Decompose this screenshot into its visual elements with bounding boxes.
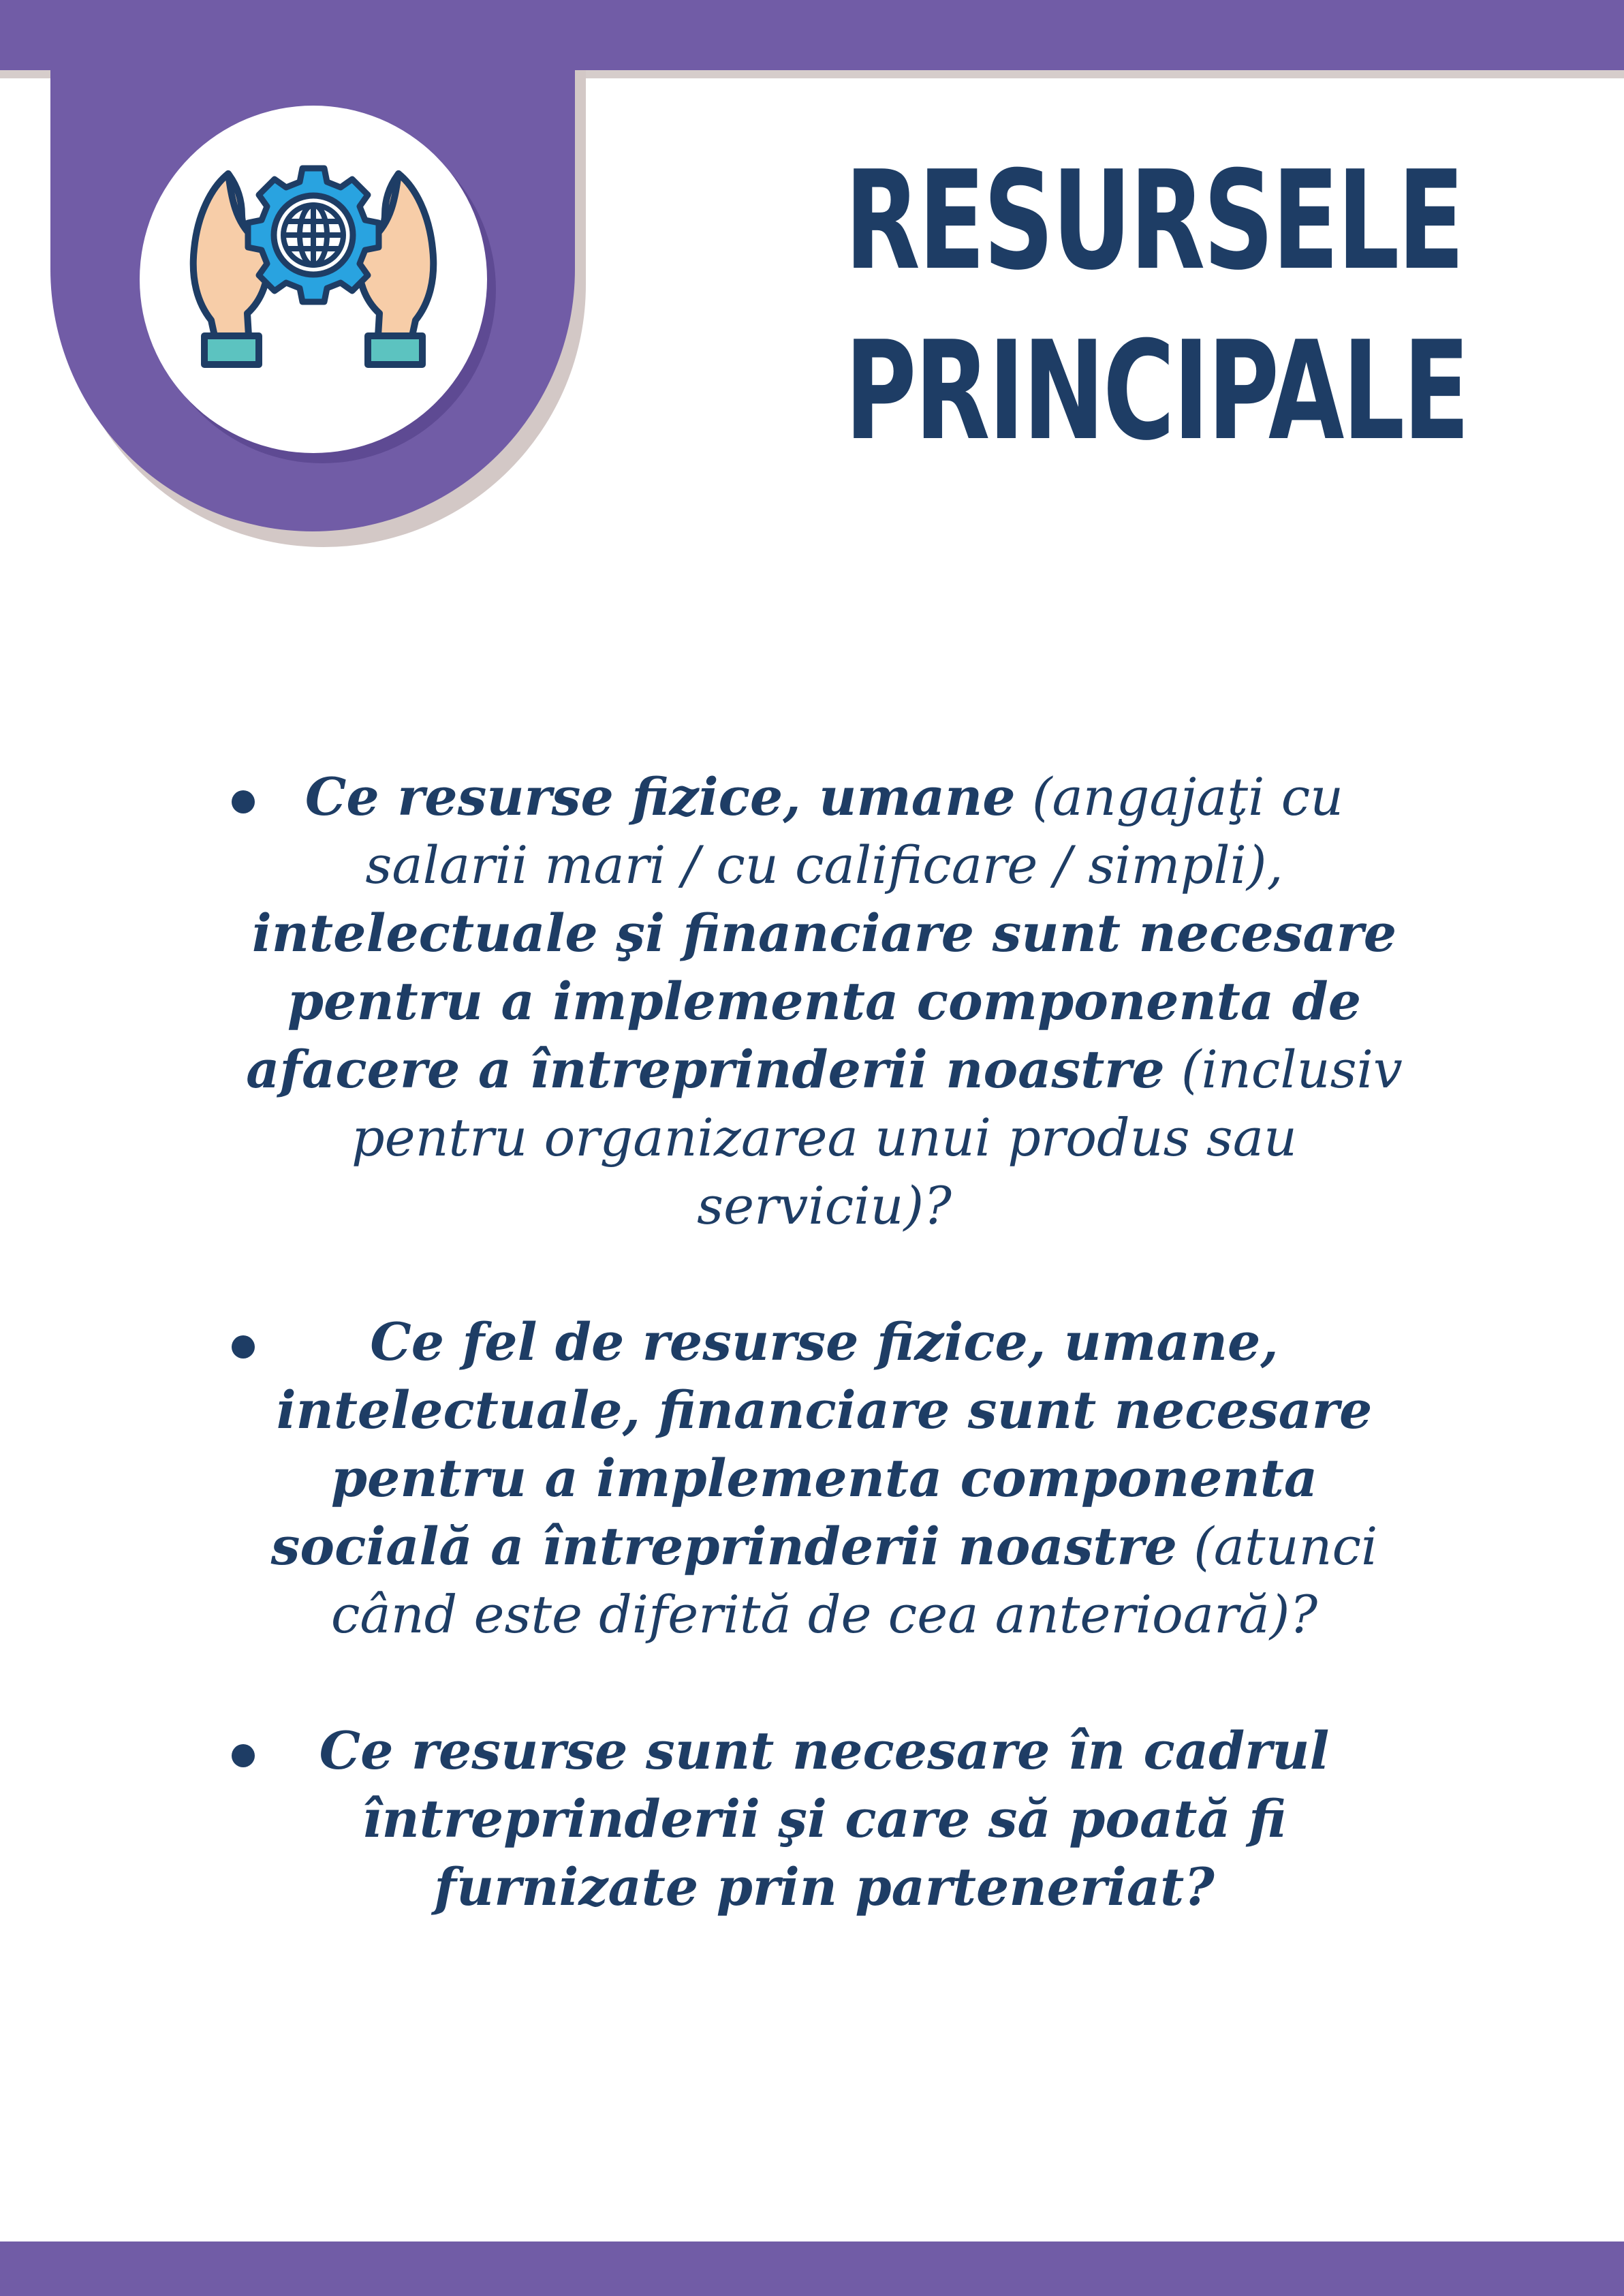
bullet-text <box>218 1717 1403 1921</box>
bullet-dot <box>232 790 255 813</box>
bullet-dot <box>232 1335 255 1359</box>
bullet-normal-text: (inclusiv pentru organizarea unui produs sau serviciu)? <box>351 1039 1403 1236</box>
bullet-normal-text: (atunci când este diferită de cea anterioară)? <box>330 1516 1378 1645</box>
page-title-line2: PRINCIPALE <box>845 312 1468 471</box>
bullet-bold-text: Ce resurse sunt necesare în cadrul întreprinderii şi care să poată fi furnizate prin parteneriat? <box>319 1720 1330 1917</box>
bullet-dot <box>232 1744 255 1767</box>
page-title <box>845 136 1468 477</box>
bullet-text <box>218 763 1403 1240</box>
page-title-line1: RESURSELE <box>845 142 1463 300</box>
bullet-text <box>218 1308 1403 1649</box>
list-item <box>218 1308 1403 1649</box>
bullet-bold-text: Ce fel de resurse fizice, umane, intelectuale, financiare sunt necesare pentru a implementa componenta socială a întreprinderii noastre <box>270 1312 1373 1577</box>
bottom-bar <box>0 2241 1624 2296</box>
list-item <box>218 763 1403 1240</box>
bullet-normal-text: (angajaţi cu salarii mari / cu calificare / simpli), <box>365 766 1344 895</box>
top-bar <box>0 0 1624 70</box>
icon-circle <box>140 106 487 453</box>
bullet-list <box>218 763 1403 1989</box>
bullet-bold-text: intelectuale şi financiare sunt necesare pentru a implementa componenta de afacere a întreprinderii noastre <box>246 903 1397 1100</box>
bullet-bold-text: Ce resurse fizice, umane <box>304 766 1016 827</box>
hands-holding-gear-globe-icon <box>174 160 453 385</box>
list-item <box>218 1717 1403 1921</box>
